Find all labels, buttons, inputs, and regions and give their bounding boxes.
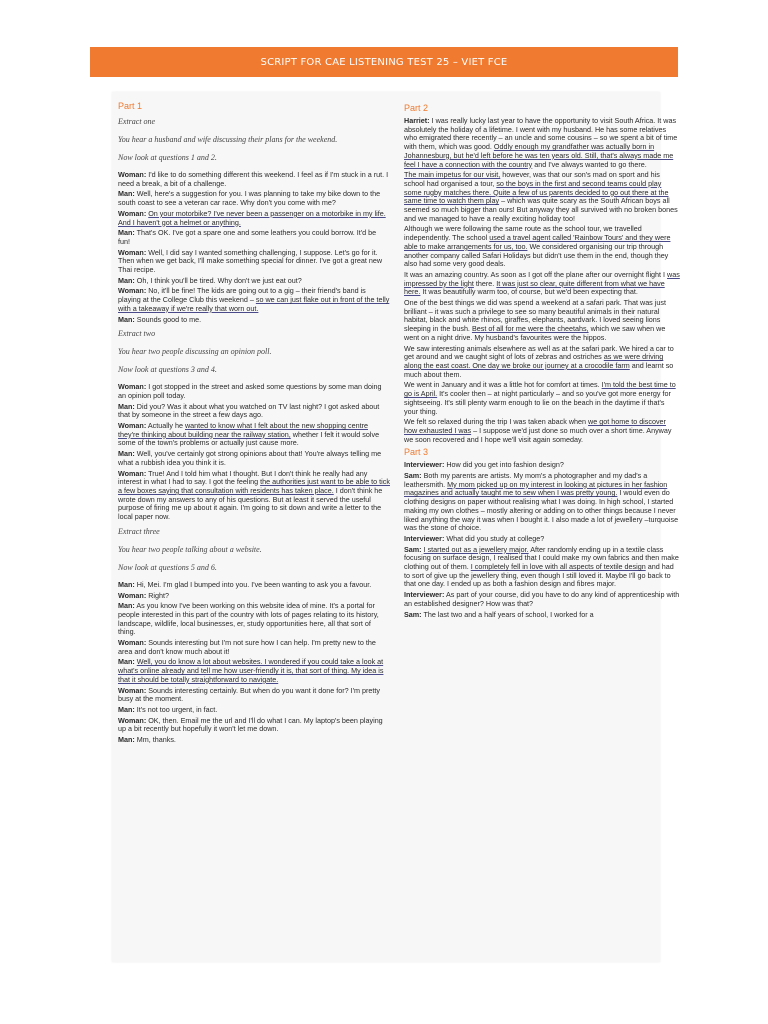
script-text: Right? <box>146 590 169 600</box>
title-banner <box>90 47 678 77</box>
speaker-label: Sam: <box>404 471 422 481</box>
part2-monologue <box>404 117 680 444</box>
script-text: Sounds interesting certainly. But when do you want it done for? I'm pretty busy at the moment. <box>118 685 380 704</box>
script-line <box>404 546 680 590</box>
script-line <box>404 461 680 470</box>
script-text: I'd like to do something different this weekend. I feel as if I'm stuck in a rut. I need a break, a bit of a challenge. <box>118 170 389 188</box>
script-text: We went in January and it was a little hot for comfort at times. <box>404 380 602 390</box>
part3-heading: Part 3 <box>404 447 429 458</box>
script-line <box>404 381 680 416</box>
left-column <box>118 100 390 747</box>
script-text: No, it'll be fine! The kids are going out to a gig – their friend's band is playing at the College Club this weekend – <box>118 286 366 305</box>
speaker-label: Woman: <box>118 638 147 648</box>
script-line <box>118 706 390 715</box>
script-text: How did you get into fashion design? <box>444 460 564 470</box>
speaker-label: Woman: <box>118 590 147 600</box>
script-text: We considered organising our trip through another company called Safari Holidays but didn't use them in the end, though they also had some very good deals. <box>404 241 669 269</box>
speaker-label: Woman: <box>118 685 147 695</box>
script-text: True! And I told him what I thought. But I don't think he really had any interest in what I had to say. I got the feeling <box>118 468 368 487</box>
script-text: Mm, thanks. <box>134 735 176 745</box>
answer-text: Well, you do know a lot about websites. I wondered if you could take a look at what's online already and tell me how user-friendly it is, that sort of thing. My idea is that it should be totally straightforward to navigate. <box>118 657 384 684</box>
script-line <box>118 639 390 656</box>
answer-text: Best of all for me were the cheetahs, <box>471 324 589 334</box>
script-text: Well, I did say I wanted something challenging, I suppose. Let's go for it. Then when we get back, I'll make something special for dinner. I've got a great new Thai recipe. <box>118 247 383 275</box>
script-line <box>118 383 390 400</box>
script-text: We felt so relaxed during the trip I was taken aback when <box>404 417 589 427</box>
script-text: Sounds good to me. <box>134 314 202 324</box>
script-line <box>118 210 390 227</box>
script-text: We saw interesting animals elsewhere as well as at the safari park. We hired a car to get around and we caught sight of lots of zebras and ostriches <box>404 343 674 362</box>
script-line <box>118 470 390 522</box>
script-text: Hi, Mei. I'm glad I bumped into you. I've been wanting to ask you a favour. <box>134 579 372 589</box>
speaker-label: Man: <box>118 228 135 238</box>
script-line <box>118 422 390 448</box>
part2-heading: Part 2 <box>404 103 429 113</box>
script-text: Both my parents are artists. My mom's a photographer and my dad's a leathersmith. <box>404 471 648 489</box>
script-line <box>404 535 680 544</box>
script-line <box>404 345 680 380</box>
script-text: and I've always wanted to go there. <box>532 159 647 169</box>
answer-text: the authorities just want to be able to tick a few boxes saying that consultation with residents has taken place. <box>118 477 390 495</box>
document-title: SCRIPT FOR CAE LISTENING TEST 25 – VIET FCE <box>260 56 508 68</box>
speaker-label: Woman: <box>118 286 147 296</box>
speaker-label: Man: <box>118 449 135 459</box>
script-line <box>118 287 390 313</box>
script-line <box>404 225 680 269</box>
extract1-intro: You hear a husband and wife discussing their plans for the weekend. <box>118 135 338 144</box>
speaker-label: Man: <box>118 189 135 199</box>
script-line <box>118 277 390 286</box>
answer-text: I started out as a jewellery major. <box>423 544 529 554</box>
script-text: Did you? Was it about what you watched on TV last night? I got asked about that by someone in the street a few days ago. <box>118 401 380 420</box>
answer-text: we got home to discover how exhausted I was <box>404 417 666 435</box>
script-text: The last two and a half years of school, I worked for a <box>421 609 594 619</box>
answer-text: The main impetus for our visit, <box>404 170 501 180</box>
script-text: Well, you've certainly got strong opinions about that! You're always telling me what a rubbish idea you think it is. <box>118 449 382 467</box>
script-line <box>404 418 680 444</box>
answer-text: My mom picked up on my interest in looking at pictures in her fashion magazines and actually taught me to sew when I was pretty young. <box>404 479 668 498</box>
extract2-dialogue <box>118 383 390 522</box>
answer-text: I completely fell in love with all aspects of textile design <box>470 562 646 572</box>
script-text: whether I felt it would solve some of the town's problems or actually just cause more. <box>118 429 380 448</box>
script-line <box>404 591 680 608</box>
right-column <box>404 102 680 621</box>
answer-text: so the boys in the first and second teams could play some rugby matches there. Quite a few of us parents decided to go out there at the same time to watch them play <box>404 178 669 206</box>
script-line <box>404 299 680 343</box>
script-text: there. <box>473 278 497 288</box>
script-line <box>118 736 390 745</box>
script-text: As you know I've been working on this website idea of mine. It's a portal for people interested in this part of the country with lots of pages relating to its history, landscape, wildlife, local businesses, er, study opportunities here, all that sort of thing. <box>118 601 379 637</box>
script-line <box>404 117 680 169</box>
speaker-label: Man: <box>118 401 135 411</box>
script-line <box>404 472 680 533</box>
answer-text: as we were driving along the east coast. One day we broke our journey at a crocodile farm <box>404 352 664 370</box>
script-text: Actually he <box>146 421 185 431</box>
script-line <box>118 450 390 467</box>
script-text: and learnt so much about them. <box>404 360 674 379</box>
script-text: Well, here's a suggestion for you. I was planning to take my bike down to the south coast to see a veteran car race. Why don't you come with me? <box>118 189 381 208</box>
script-text: It's not too urgent, in fact. <box>134 704 218 714</box>
script-text: Sounds interesting but I'm not sure how I can help. I'm pretty new to the area and don't know much about it! <box>118 638 376 656</box>
script-text: OK, then. Email me the url and I'll do what I can. My laptop's been playing up a bit recently but hopefully it won't let me down. <box>118 715 383 734</box>
speaker-label: Woman: <box>118 382 147 392</box>
extract3-questions: Now look at questions 5 and 6. <box>118 562 217 572</box>
extract1-dialogue <box>118 171 390 324</box>
script-text: What did you study at college? <box>444 533 545 543</box>
extract3-title: Extract three <box>118 526 160 536</box>
answer-text: used a travel agent called 'Rainbow Tours' and they were able to make arrangements for us, too. <box>404 233 671 251</box>
script-text: I was really lucky last year to have the opportunity to visit South Africa. It was absolutely the holiday of a lifetime. I went with my husband. He has some relatives who emigrated there recently – an uncle and some cousins – so we spent a bit of time with them, which was good. <box>404 116 678 152</box>
answer-text: so we can just flake out in front of the telly with a takeaway if we're really that worn out. <box>118 295 390 313</box>
script-line <box>118 687 390 704</box>
script-text: As part of your course, did you have to do any kind of apprenticeship with an established designer? How was that? <box>404 590 680 608</box>
speaker-label: Woman: <box>118 208 147 218</box>
part1-heading: Part 1 <box>118 101 143 111</box>
script-text: It was an amazing country. As soon as I got off the plane after our overnight flight I <box>404 269 668 279</box>
script-line <box>118 658 390 684</box>
extract1-questions: Now look at questions 1 and 2. <box>118 153 217 162</box>
speaker-label: Harriet: <box>404 116 430 125</box>
part3-interview <box>404 461 680 619</box>
script-text: – which was quite scary as the South African boys all seemed so much bigger than ours! But anyway they all survived with no broken bones and we managed to have a really exciting holiday too! <box>404 196 678 223</box>
scanned-script-page <box>112 92 680 962</box>
script-line <box>404 171 680 223</box>
speaker-label: Sam: <box>404 609 422 619</box>
speaker-label: Woman: <box>118 247 147 257</box>
extract2-title: Extract two <box>118 329 156 339</box>
script-line <box>118 403 390 420</box>
script-text: Although we were following the same route as the school tour, we travelled independently. The school <box>404 224 642 243</box>
script-text: which we saw when we went on a night drive. My husband's favourites were the hippos. <box>404 324 666 342</box>
script-text: and had to sort of give up the jewellery thing, even though I still loved it. Maybe I'll go back to that one day. I ended up as both a fashion design and fibres major. <box>404 562 674 589</box>
speaker-label: Woman: <box>118 170 147 179</box>
script-line <box>118 229 390 246</box>
speaker-label: Man: <box>118 314 135 324</box>
script-text: I would even do clothing designs on paper without realising what I was doing. In high school, I started making my own clothes – mostly altering or adding on to other things because I never liked anything the way it was when I bought it. I also made a lot of jewellery –turquoise was the stone of choice. <box>404 488 679 533</box>
speaker-label: Interviewer: <box>404 590 445 600</box>
script-line <box>118 602 390 637</box>
script-line <box>118 190 390 207</box>
answer-text: It was just so clear, quite different from what we have here. <box>404 278 665 297</box>
answer-text: Oddly enough my grandfather was actually born in Johannesburg, but he'd left before he was ten years old. Still, that's always made me feel I have a connection with the country <box>404 142 674 169</box>
speaker-label: Woman: <box>118 468 147 478</box>
speaker-label: Man: <box>118 601 135 611</box>
speaker-label: Man: <box>118 735 135 745</box>
script-text: That's OK. I've got a spare one and some leathers you could borrow. It'd be fun! <box>118 228 377 246</box>
answer-text: was impressed by the light <box>404 269 680 288</box>
script-text: It's cooler then – at night particularly – and so you've got more energy for sightseeing. It's still plenty warm enough to lie on the beach in the daytime if that's your thing. <box>404 389 671 416</box>
script-text: I don't think he wrote down my answers to any of his questions. But at least it served the useful purpose of firing me up about it again. I'm going to sit down and write a letter to the local paper now. <box>118 485 383 522</box>
script-line <box>118 592 390 601</box>
speaker-label: Interviewer: <box>404 460 445 470</box>
speaker-label: Man: <box>118 704 135 714</box>
script-line <box>118 249 390 275</box>
script-text: Oh, I think you'll be tired. Why don't we just eat out? <box>134 275 302 285</box>
script-text: – I suppose we'd just done so much over a short time. Anyway we soon recovered and I hope we'll visit again someday. <box>404 425 672 444</box>
script-line <box>404 271 680 297</box>
script-text: however, was that our son's mad on sport and his school had organised a tour, <box>404 170 660 188</box>
script-text: After randomly ending up in a textile class focusing on surface design, I realised that I could make my own fabrics and then make clothing out of them. <box>404 544 679 572</box>
extract2-questions: Now look at questions 3 and 4. <box>118 365 217 375</box>
script-text: I got stopped in the street and asked some questions by some man doing an opinion poll today. <box>118 382 382 400</box>
speaker-label: Woman: <box>118 715 147 725</box>
script-line <box>118 717 390 734</box>
speaker-label: Man: <box>118 275 135 285</box>
script-line <box>118 171 390 188</box>
answer-text: On your motorbike? I've never been a passenger on a motorbike in my life. And I haven't got a helmet or anything. <box>118 208 386 227</box>
speaker-label: Sam: <box>404 544 422 554</box>
extract3-dialogue <box>118 581 390 745</box>
script-line <box>118 316 390 325</box>
answer-text: wanted to know what I felt about the new shopping centre they're thinking about building near the railway station, <box>118 421 368 439</box>
speaker-label: Woman: <box>118 421 147 431</box>
extract1-title: Extract one <box>118 117 156 126</box>
speaker-label: Man: <box>118 657 135 667</box>
script-text: One of the best things we did was spend a weekend at a safari park. That was just brilliant – it was such a privilege to see so many beautiful animals in their natural habitat, black and white rhinos, giraffes, elephants, aardvark. I loved seeing lions sleeping in the bush. <box>404 298 666 334</box>
speaker-label: Man: <box>118 579 135 589</box>
extract2-intro: You hear two people discussing an opinion poll. <box>118 347 272 357</box>
speaker-label: Interviewer: <box>404 533 445 543</box>
script-line <box>118 581 390 590</box>
script-line <box>404 611 680 620</box>
script-text: It was beautifully warm too, of course, but we'd been expecting that. <box>420 287 638 297</box>
answer-text: I'm told the best time to go is April. <box>404 380 676 399</box>
extract3-intro: You hear two people talking about a website. <box>118 544 262 554</box>
